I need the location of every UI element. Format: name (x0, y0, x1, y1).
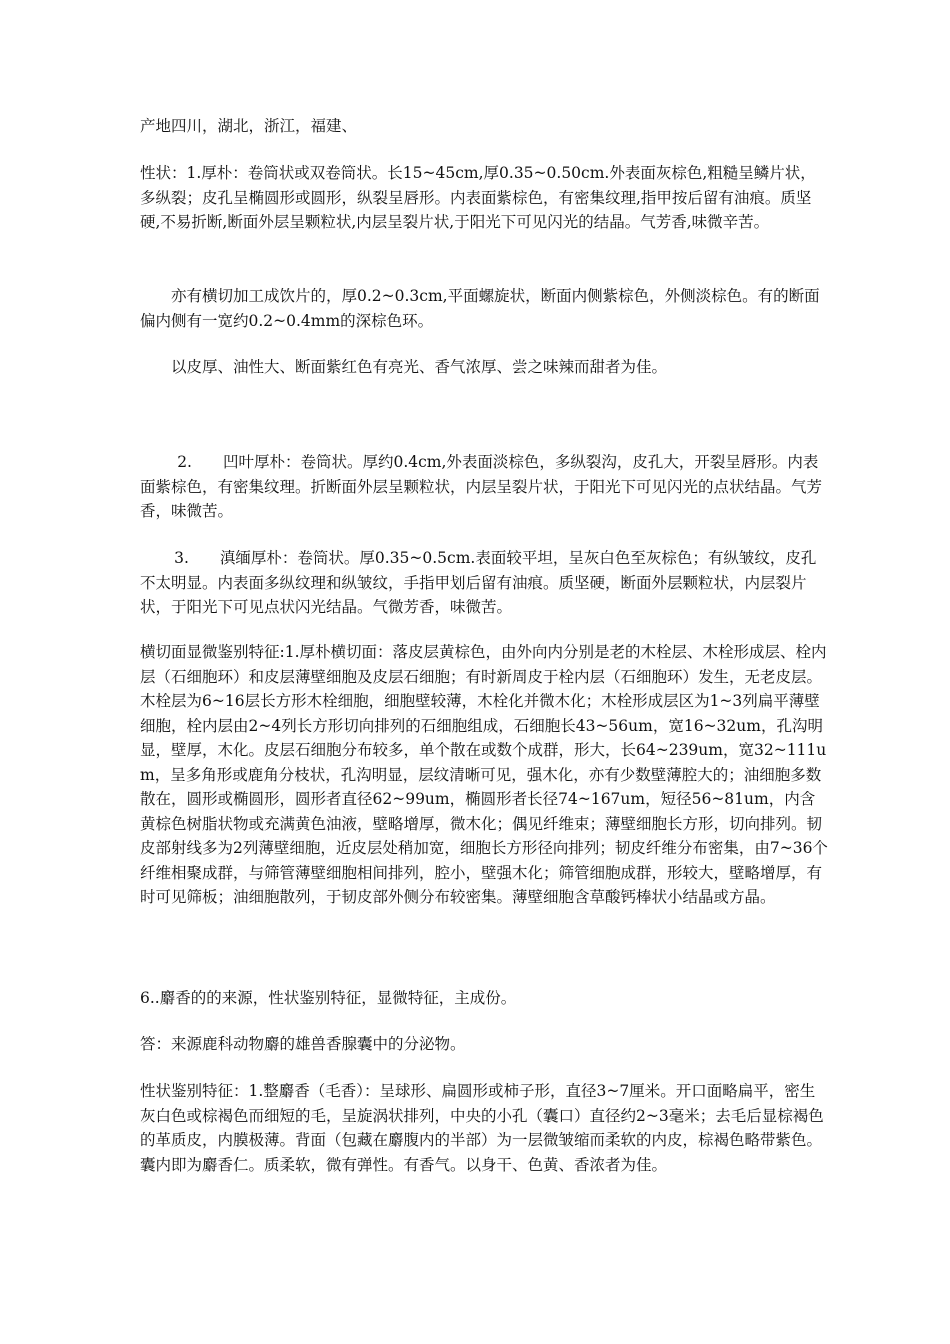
quality-paragraph: 以皮厚、油性大、断面紫红色有亮光、香气浓厚、尝之味辣而甜者为佳。 (171, 358, 668, 376)
origin-paragraph: 产地四川，湖北，浙江，福建、 (140, 117, 358, 135)
microscopic-features-paragraph: 横切面显微鉴别特征:1.厚朴横切面：落皮层黄棕色，由外向内分别是老的木栓层、木栓形成层、栓内层（石细胞环）和皮层薄壁细胞及皮层石细胞；有时新周皮于栓内层（石细胞环）发生，无老皮层。木栓层为6~16层长方形木栓细胞，细胞壁较薄，木栓化并微木化；木栓形成层区为1~3列扁平薄壁细胞，栓内层由2~4列长方形切向排列的石细胞组成，石细胞长43~56um，宽16~32um，孔沟明显，壁厚，木化。皮层石细胞分布较多，单个散在或数个成群，形大，长64~239um，宽32~111um，呈多角形或鹿角分枝状，孔沟明显，层纹清晰可见，强木化，亦有少数壁薄腔大的；油细胞多数散在，圆形或椭圆形，圆形者直径62~99um，椭圆形者长径74~167um，短径56~81um，内含黄棕色树脂状物或充满黄色油液，壁略增厚，微木化；偶见纤维束；薄壁细胞长方形，切向排列。韧皮部射线多为2列薄壁细胞，近皮层处稍加宽，细胞长方形径向排列；韧皮纤维分布密集，由7~36个纤维相聚成群，与筛管薄壁细胞相间排列，腔小，壁强木化；筛管细胞成群，形较大，壁略增厚，有时可见筛板；油细胞散列，于韧皮部外侧分布较密集。薄壁细胞含草酸钙棒状小结晶或方晶。 (140, 643, 828, 906)
musk-character-paragraph: 性状鉴别特征：1.整麝香（毛香）：呈球形、扁圆形或柿子形，直径3~7厘米。开口面略扁平，密生灰白色或棕褐色而细短的毛，呈旋涡状排列，中央的小孔（囊口）直径约2~3毫米；去毛后显棕褐色的革质皮，内膜极薄。背面（包藏在麝腹内的半部）为一层微皱缩而柔软的内皮，棕褐色略带紫色。囊内即为麝香仁。质柔软，微有弹性。有香气。以身干、色黄、香浓者为佳。 (140, 1082, 824, 1174)
dianmian-houpo-paragraph: 3. 滇缅厚朴：卷筒状。厚0.35~0.5cm.表面较平坦，呈灰白色至灰棕色；有纵皱纹，皮孔不太明显。内表面多纵纹理和纵皱纹，手指甲划后留有油痕。质坚硬，断面外层颗粒状，内层裂片状，于阳光下可见点状闪光结晶。气微芳香，味微苦。 (140, 549, 817, 616)
aoye-houpo-paragraph: 2. 凹叶厚朴：卷筒状。厚约0.4cm,外表面淡棕色，多纵裂沟，皮孔大，开裂呈唇形。内表面紫棕色，有密集纹理。折断面外层呈颗粒状，内层呈裂片状，于阳光下可见闪光的点状结晶。气芳香，味微苦。 (140, 453, 823, 520)
answer-source-paragraph: 答：来源鹿科动物麝的雄兽香腺囊中的分泌物。 (140, 1035, 466, 1053)
houpo-character-paragraph: 性状：1.厚朴：卷筒状或双卷筒状。长15~45cm,厚0.35~0.50cm.外表面灰棕色,粗糙呈鳞片状，多纵裂；皮孔呈椭圆形或圆形，纵裂呈唇形。内表面紫棕色，有密集纹理,指甲按后留有油痕。质坚硬,不易折断,断面外层呈颗粒状,内层呈裂片状,于阳光下可见闪光的结晶。气芳香,味微辛苦。 (140, 164, 816, 231)
slices-paragraph: 亦有横切加工成饮片的，厚0.2~0.3cm,平面螺旋状，断面内侧紫棕色，外侧淡棕色。有的断面偏内侧有一宽约0.2~0.4mm的深棕色环。 (140, 287, 820, 330)
question-heading: 6..麝香的的来源，性状鉴别特征，显微特征，主成份。 (140, 989, 517, 1007)
